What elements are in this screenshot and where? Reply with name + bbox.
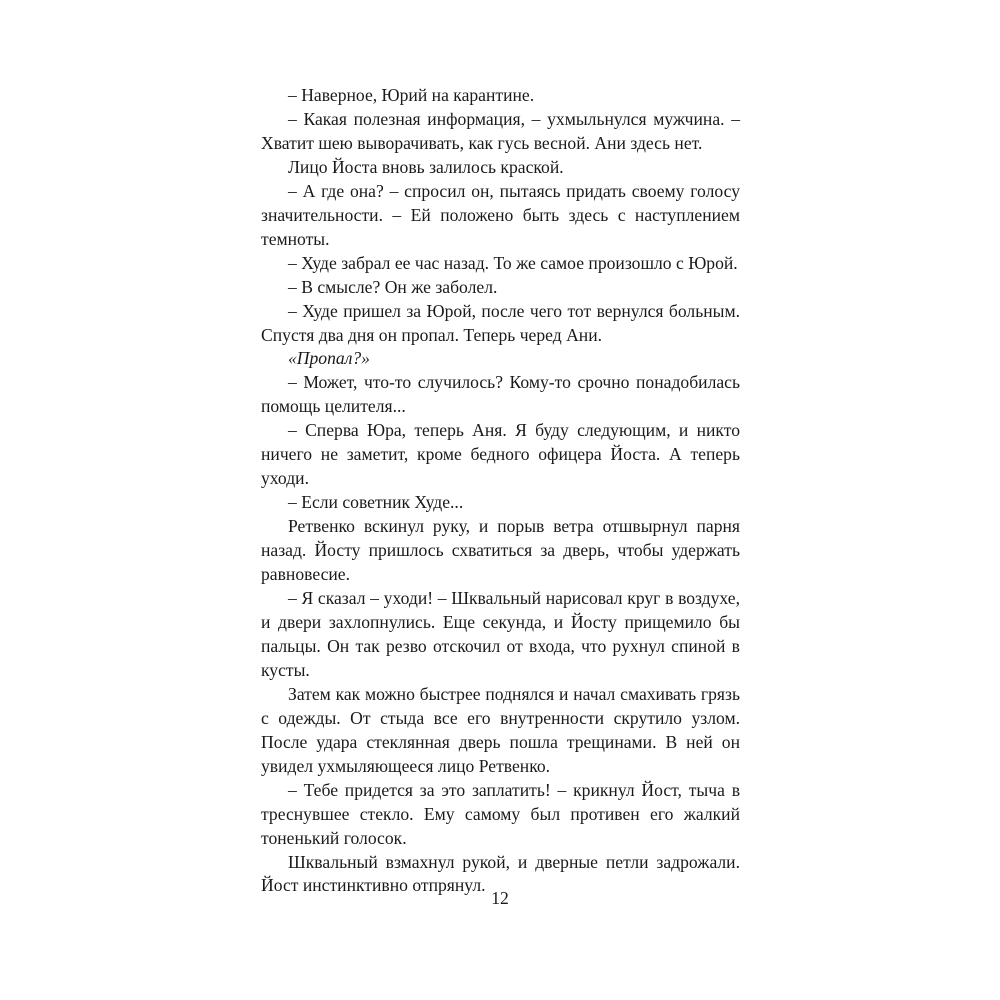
page-number: 12 — [491, 888, 509, 908]
body-text — [261, 84, 740, 898]
paragraph-italic-thought: «Пропал?» — [288, 348, 370, 369]
paragraph: – Худе пришел за Юрой, после чего тот вернулся больным. Спустя два дня он пропал. Теперь черед Ани. — [261, 300, 740, 345]
paragraph: – Если советник Худе... — [288, 492, 464, 513]
paragraph: – В смысле? Он же заболел. — [288, 276, 498, 297]
paragraph: Шквальный взмахнул рукой, и дверные петли задрожали. Йост инстинктивно отпрянул. — [261, 851, 740, 896]
paragraph: Ретвенко вскинул руку, и порыв ветра отшвырнул парня назад. Йосту пришлось схватиться за дверь, чтобы удержать равновесие. — [261, 516, 740, 585]
paragraph: – Сперва Юра, теперь Аня. Я буду следующим, и никто ничего не заметит, кроме бедного офицера Йоста. А теперь уходи. — [261, 420, 740, 489]
paragraph: – Какая полезная информация, – ухмыльнулся мужчина. – Хватит шею выворачивать, как гусь весной. Ани здесь нет. — [261, 108, 740, 153]
paragraph: Затем как можно быстрее поднялся и начал смахивать грязь с одежды. От стыда все его внутренности скрутило узлом. После удара стеклянная дверь пошла трещинами. В ней он увидел ухмыляющееся лицо Ретвенко. — [261, 683, 740, 776]
paragraph: – Тебе придется за это заплатить! – крикнул Йост, тыча в треснувшее стекло. Ему самому был противен его жалкий тоненький голосок. — [261, 779, 740, 848]
paragraph: – А где она? – спросил он, пытаясь придать своему голосу значительности. – Ей положено быть здесь с наступлением темноты. — [261, 180, 740, 249]
paragraph: Лицо Йоста вновь залилось краской. — [288, 156, 564, 177]
paragraph: – Может, что-то случилось? Кому-то срочно понадобилась помощь целителя... — [261, 372, 740, 417]
paragraph: – Я сказал – уходи! – Шквальный нарисовал круг в воздухе, и двери захлопнулись. Еще секунда, и Йосту прищемило бы пальцы. Он так резво отскочил от входа, что рухнул спиной в кусты. — [261, 588, 740, 680]
paragraph: – Наверное, Юрий на карантине. — [288, 85, 535, 105]
paragraph: – Худе забрал ее час назад. То же самое произошло с Юрой. — [288, 252, 738, 273]
